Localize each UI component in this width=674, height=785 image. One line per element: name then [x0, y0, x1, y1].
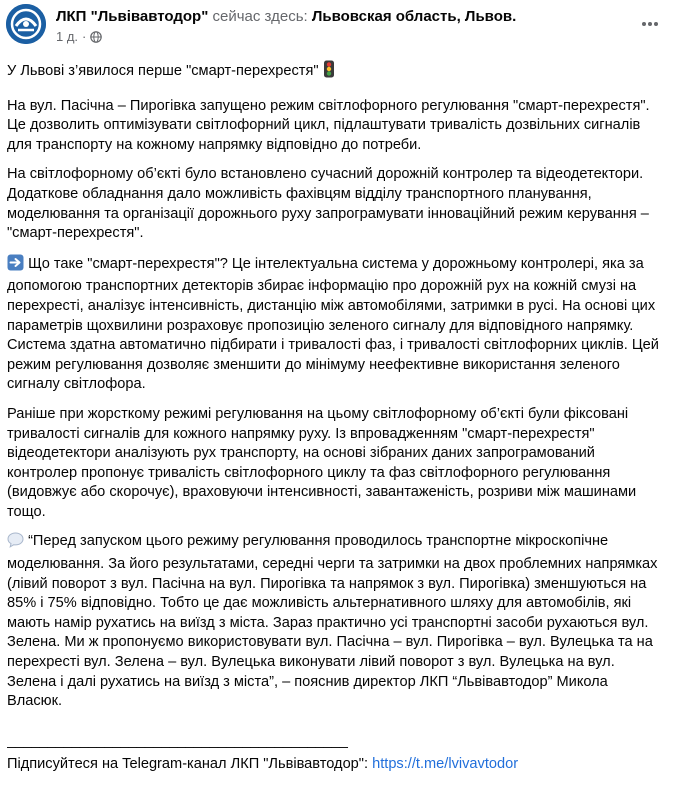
subscribe-paragraph — [7, 755, 663, 775]
divider-line: __________________________________________ — [7, 732, 348, 749]
location-prefix: сейчас здесь: — [212, 8, 308, 25]
location-link[interactable]: Львовская область, Львов. — [311, 8, 517, 25]
paragraph-5-wrapper — [7, 532, 663, 711]
paragraph-4: Раніше при жорсткому режимі регулювання на цьому світлофорному об’єкті були фіксовані тривалості сигналів для кожного напрямку руху. Із впровадженням "смарт-перехрестя" відеодетектори аналізують рух транспорту, на основі зібраних даних запрограмований контролер пропонує тривалість світлофорного циклу та фаз світлофорного регулювання (видовжує або скорочує), враховуючи інтенсивності, завантаженість, розриви між машинами тощо. — [7, 405, 637, 520]
paragraph-5: “Перед запуском цього режиму регулювання проводилось транспортне мікроскопічне моделювання. За його результатами, середні черги та затримки на двох проблемних напрямках (лівий поворот з вул. Пасічна на вул. Пирогівка та напрямок з вул. Пирогівка) зменшуються на 85% і 75% відповідно. Тобто це дає можливість альтернативного шляху для автомобілів, які мають намір рухатись на виїзд з міста. Зараз практично усі транспортні засоби рухаються вул. Зелена. Ми ж пропонуємо використовувати вул. Пасічна – вул. Пирогівка – вул. Вулецька та на перехресті вул. Зелена – вул. Вулецька виконувати лівий поворот з вул. Вулецька на вул. Зелена і далі рухатись на виїзд з міста”, – пояснив директор ЛКП “Львівавтодор” Микола Власюк. — [7, 533, 658, 710]
post-header — [6, 4, 668, 52]
paragraph-2: На світлофорному об’єкті було встановлено сучасний дорожній контролер та відеодетектори. Додаткове обладнання дало можливість фахівцям відділу транспортного планування, моделювання та організації дорожнього руху запрограмувати інноваційний режим керування – "смарт-перехрестя". — [7, 166, 649, 242]
more-options-button[interactable] — [632, 6, 668, 42]
meta-dot: · — [82, 29, 87, 44]
paragraph-3: Що таке "смарт-перехрестя"? Це інтелектуальна система у дорожньому контролері, яка за допомогою транспортних детекторів збирає інформацію про дорожній рух на кожній смузі на перехресті, аналізує інтенсивність, дистанцію між автомобілями, затримки в русі. На основі цих параметрів щохвилини розраховує пропозицію зеленого сигналу для відповідного напрямку. Система здатна автоматично підбирати і тривалості фаз, і тривалості світлофорних циклів. Цей режим регулювання дозволяє зменшити до мінімуму неефективне використання зеленого сигналу світлофора. — [7, 255, 659, 393]
more-dots-icon — [640, 14, 660, 34]
lvivavtodor-logo-icon[interactable] — [6, 4, 46, 44]
paragraph-3-wrapper — [7, 254, 663, 395]
subscribe-text: Підписуйтеся на Telegram-канал ЛКП "Львівавтодор": — [7, 756, 373, 773]
telegram-link[interactable]: https://t.me/lvivavtodor — [372, 756, 519, 773]
paragraph-1: На вул. Пасічна – Пирогівка запущено режим світлофорного регулювання "смарт-перехрестя". Це дозволить оптимізувати світлофорний цикл, підлаштувати тривалість дозвільних сигналів для транспорту на кожному напрямку відповідно до потреби. — [7, 97, 650, 153]
speech-bubble-emoji-icon — [7, 532, 24, 555]
post-meta — [56, 29, 102, 45]
post-title-paragraph — [7, 60, 663, 85]
post-time-link[interactable]: 1 д. — [56, 29, 79, 44]
author-name-link[interactable]: ЛКП "Львівавтодор" — [56, 8, 209, 25]
logo-graphic — [6, 4, 46, 44]
globe-icon — [90, 31, 102, 43]
traffic-light-emoji-icon — [323, 60, 335, 85]
right-arrow-emoji-icon — [7, 254, 24, 278]
post-body — [7, 60, 663, 785]
post-title: У Львові з’явилося перше "смарт-перехрестя" — [7, 63, 319, 79]
author-line — [56, 7, 516, 27]
